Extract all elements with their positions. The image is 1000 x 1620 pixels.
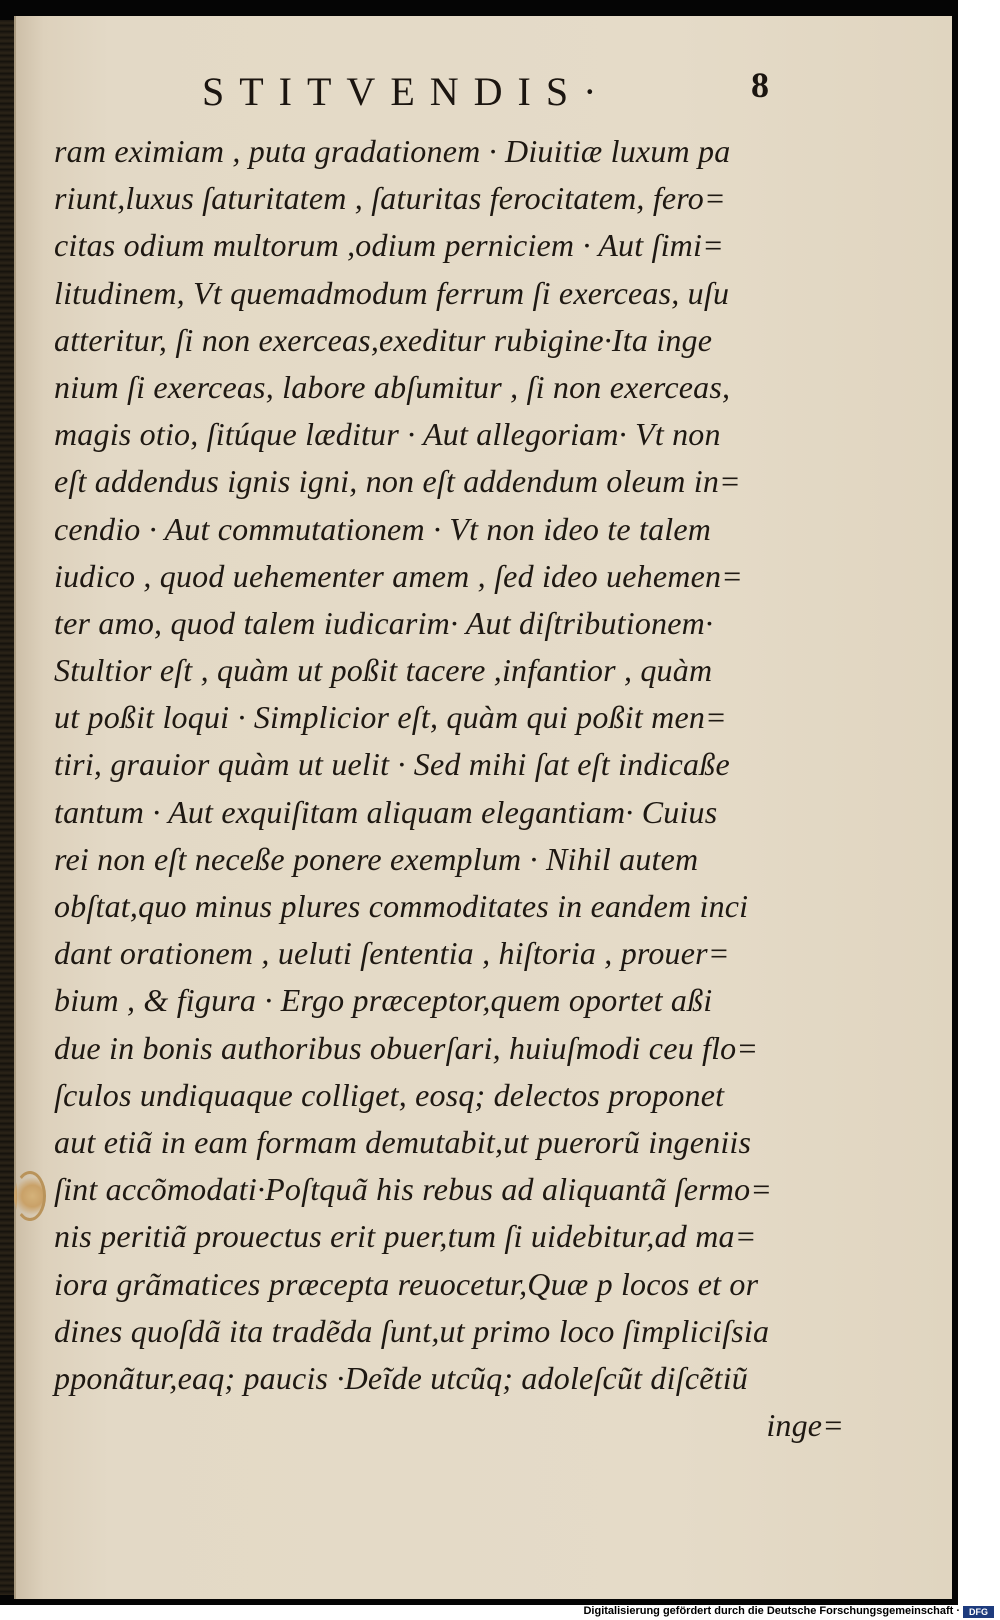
text-line: dines quoſdã ita tradẽda ſunt,ut primo loco ſimpliciſsia xyxy=(54,1312,770,1349)
text-line: ſint accõmodati·Poſtquã his rebus ad aliquantã ſermo= xyxy=(54,1171,773,1208)
text-line: ſculos undiquaque colliget, eosq; delectos proponet xyxy=(54,1076,725,1113)
seal-stamp-icon xyxy=(14,1171,46,1221)
digitization-footer xyxy=(0,1605,1000,1620)
book-page xyxy=(14,16,952,1599)
text-line: litudinem, Vt quemadmodum ferrum ſi exerceas, uſu xyxy=(54,274,730,311)
funding-credit: Digitalisierung gefördert durch die Deutsche Forschungsgemeinschaft · xyxy=(583,1605,960,1617)
text-line: citas odium multorum ,odium perniciem · Aut ſimi= xyxy=(54,227,724,264)
text-line: iudico , quod uehementer amem , ſed ideo uehemen= xyxy=(54,557,743,594)
text-line: nium ſi exerceas, labore abſumitur , ſi non exerceas, xyxy=(54,368,731,405)
text-line: rei non eſt neceße ponere exemplum · Nihil autem xyxy=(54,840,699,877)
text-line: obſtat,quo minus plures commoditates in eandem inci xyxy=(54,888,749,924)
text-line: tiri, grauior quàm ut uelit · Sed mihi ſat eſt indicaße xyxy=(54,746,730,783)
text-line: tantum · Aut exquiſitam aliquam elegantiam· Cuius xyxy=(54,793,718,830)
text-line: ram eximiam , puta gradationem · Diuitiæ luxum pa xyxy=(54,133,731,169)
text-line: bium , & figura · Ergo præceptor,quem oportet aßi xyxy=(54,982,713,1019)
text-line: due in bonis authoribus obuerſari, huiuſmodi ceu flo= xyxy=(54,1029,759,1066)
text-line: riunt,luxus ſaturitatem , ſaturitas ferocitatem, fero= xyxy=(54,180,726,217)
dfg-logo: DFG xyxy=(963,1606,994,1618)
text-line: aut etiã in eam formam demutabit,ut puerorũ ingeniis xyxy=(54,1123,752,1160)
text-line: dant orationem , ueluti ſententia , hiſtoria , prouer= xyxy=(54,935,730,972)
text-line: cendio · Aut commutationem · Vt non ideo te talem xyxy=(54,510,712,547)
page-header xyxy=(16,65,952,118)
text-line: pponãtur,eaq; paucis ·Deĩde utcũq; adoleſcũt diſcẽtiũ xyxy=(54,1359,749,1396)
running-head: STITVENDIS· xyxy=(202,69,612,114)
text-line: ut poßit loqui · Simplicior eſt, quàm qui poßit men= xyxy=(54,699,727,736)
text-line: magis otio, ſitúque læditur · Aut allegoriam· Vt non xyxy=(54,416,721,453)
catchword: inge= xyxy=(766,1407,844,1444)
text-line: iora grãmatices præcepta reuocetur,Quæ p locos et or xyxy=(54,1265,759,1302)
text-line: Stultior eſt , quàm ut poßit tacere ,infantior , quàm xyxy=(54,652,713,689)
text-line: eſt addendus ignis igni, non eſt addendum oleum in= xyxy=(54,463,741,500)
page-number: 8 xyxy=(751,65,769,105)
text-line: atteritur, ſi non exerceas,exeditur rubigine·Ita inge xyxy=(54,321,713,358)
text-line: nis peritiã prouectus erit puer,tum ſi uidebitur,ad ma= xyxy=(54,1218,757,1255)
text-line: ter amo, quod talem iudicarim· Aut diſtributionem· xyxy=(54,604,714,641)
body-text xyxy=(54,128,844,1449)
